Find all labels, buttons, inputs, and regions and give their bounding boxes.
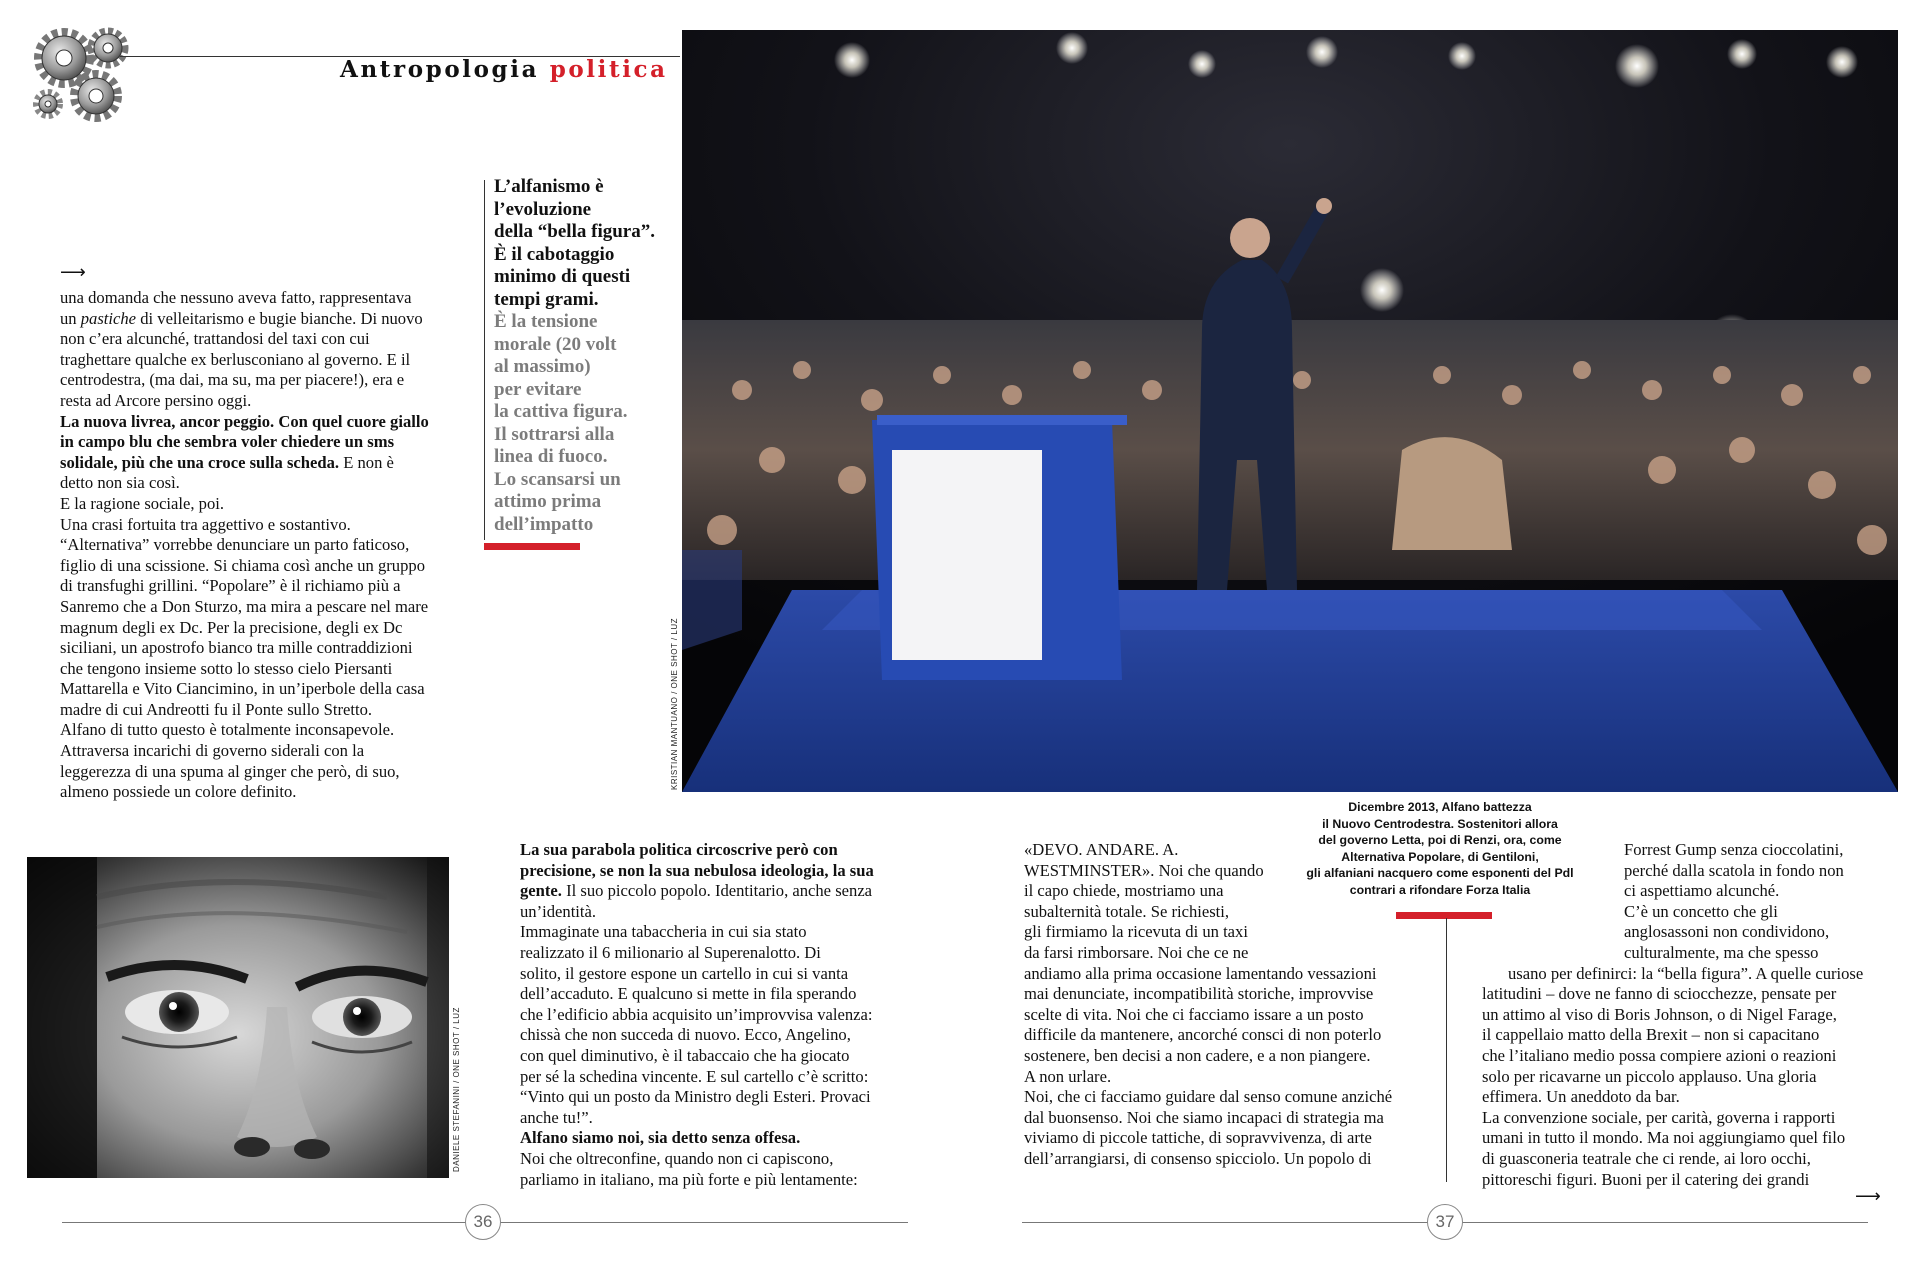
text-line: perché dalla scatola in fondo non <box>1624 860 1844 880</box>
pullquote-line: l’evoluzione <box>494 198 592 220</box>
page-number-right: 37 <box>1427 1204 1463 1240</box>
text-line: di guasconeria teatrale che ci rende, ai loro occhi, <box>1482 1148 1811 1168</box>
text-line: dal buonsenso. Noi che siamo incapaci di strategia ma <box>1024 1107 1384 1127</box>
text-line: Una crasi fortuita tra aggettivo e sostantivo. <box>60 514 351 534</box>
stage-photo <box>682 30 1898 792</box>
text-line: «DEVO. ANDARE. A. <box>1024 840 1179 859</box>
text-line: parliamo in italiano, ma più forte e più lentamente: <box>520 1169 858 1189</box>
text-line: almeno possiede un colore definito. <box>60 782 297 802</box>
pullquote-rule <box>484 180 485 540</box>
text-line: “Alternativa” vorrebbe denunciare un parto faticoso, <box>60 535 410 555</box>
section-title <box>340 56 668 83</box>
pullquote-line: È il cabotaggio <box>494 243 615 265</box>
text-line: leggerezza di una spuma al ginger che però, di suo, <box>60 761 400 781</box>
text-line: resta ad Arcore persino oggi. <box>60 390 252 410</box>
face-photo <box>27 857 449 1178</box>
text-line: un pastiche di velleitarismo e bugie bianche. Di nuovo <box>60 308 423 328</box>
caption-line: Alternativa Popolare, di Gentiloni, <box>1341 849 1539 864</box>
article-column-4 <box>1482 840 1892 1190</box>
text-line: Noi, che ci facciamo guidare dal senso comune anziché <box>1024 1087 1393 1107</box>
text-line: latitudini – dove ne fanno di sciocchezze, pensate per <box>1482 984 1837 1004</box>
continue-arrow-start <box>60 262 86 283</box>
text-line: il cappellaio matto della Brexit – non si capacitano <box>1482 1025 1820 1045</box>
text-line: La sua parabola politica circoscrive però con <box>520 840 838 859</box>
section-title-accent: politica <box>549 56 668 83</box>
gears-icon <box>26 18 146 128</box>
text-line: gli firmiamo la ricevuta di un taxi <box>1024 922 1248 942</box>
right-arrow-icon: ⟶ <box>60 262 86 283</box>
caption-line: contrari a rifondare Forza Italia <box>1349 882 1531 897</box>
text-line: La nuova livrea, ancor peggio. Con quel cuore giallo <box>60 411 429 431</box>
text-line: Alfano di tutto questo è totalmente inconsapevole. <box>60 720 395 740</box>
text-line: solidale, più che una croce sulla scheda. E non è <box>60 452 394 472</box>
text-line: anglosassoni non condividono, <box>1624 922 1830 942</box>
text-line: anche tu!”. <box>520 1107 593 1127</box>
text-line: scelte di vita. Noi che ci facciamo issare a un posto <box>1024 1004 1364 1024</box>
pullquote-line: attimo prima <box>494 491 602 512</box>
text-line: WESTMINSTER». Noi che quando <box>1024 860 1264 880</box>
text-line: siciliani, un apostrofo bianco tra mille contraddizioni <box>60 638 413 658</box>
pullquote-line: È la tensione <box>494 311 598 332</box>
header-logo <box>26 18 146 128</box>
text-line: Forrest Gump senza cioccolatini, <box>1624 840 1844 859</box>
text-line: usano per definirci: la “bella figura”. A quelle curiose <box>1508 963 1864 983</box>
caption-line: Dicembre 2013, Alfano battezza <box>1348 800 1532 814</box>
article-column-3 <box>1024 840 1419 1170</box>
text-line: chissà che non succeda di nuovo. Ecco, Angelino, <box>520 1025 851 1045</box>
text-line: dell’arrangiarsi, di consenso spicciolo. Un popolo di <box>1024 1148 1372 1168</box>
text-line: figlio di una scissione. Si chiama così anche un gruppo <box>60 555 425 575</box>
text-line: Immaginate una tabaccheria in cui sia stato <box>520 922 807 942</box>
text-line: con quel diminutivo, è il tabaccaio che ha giocato <box>520 1045 850 1065</box>
pullquote-line: Lo scansarsi un <box>494 468 621 490</box>
text-line: C’è un concetto che gli <box>1624 901 1778 921</box>
pullquote-line: tempi grami. <box>494 288 599 310</box>
right-arrow-icon: ⟶ <box>1855 1186 1881 1207</box>
text-line: umani in tutto il mondo. Ma noi aggiungiamo quel filo <box>1482 1128 1846 1148</box>
text-line: non c’era alcunché, trattandosi del taxi con cui <box>60 329 370 349</box>
text-line: ci aspettiamo alcunché. <box>1624 881 1780 901</box>
text-line: sostenere, ben decisi a non cadere, e a non piangere. <box>1024 1045 1371 1065</box>
article-column-2 <box>520 840 910 1190</box>
text-line: mai denunciate, incompatibilità storiche, improvvise <box>1024 984 1374 1004</box>
text-line: da farsi rimborsare. Noi che ce ne <box>1024 942 1249 962</box>
text-line: La convenzione sociale, per carità, governa i rapporti <box>1482 1107 1836 1127</box>
text-line: traghettare qualche ex berlusconiano al governo. E il <box>60 349 411 369</box>
pullquote-line: Il sottrarsi alla <box>494 423 615 445</box>
face-photo-credit: DANIELE STEFANINI / ONE SHOT / LUZ <box>452 1007 461 1172</box>
text-line: realizzato il 6 milionario al Superenalotto. Di <box>520 942 821 962</box>
text-line: Alfano siamo noi, sia detto senza offesa. <box>520 1128 801 1148</box>
text-line: il capo chiede, mostriamo una <box>1024 881 1224 901</box>
text-line: centrodestra, (ma dai, ma su, ma per piacere!), era e <box>60 370 405 390</box>
pullquote-line: L’alfanismo è <box>494 176 604 197</box>
pullquote-line: al massimo) <box>494 356 591 377</box>
pullquote-line: dell’impatto <box>494 513 594 535</box>
text-line: andiamo alla prima occasione lamentando vessazioni <box>1024 963 1377 983</box>
text-line: detto non sia così. <box>60 473 180 493</box>
pullquote-line: per evitare <box>494 378 582 400</box>
caption-line: gli alfaniani nacquero come esponenti del Pdl <box>1306 866 1574 881</box>
text-line: solito, il gestore espone un cartello in cui si vanta <box>520 963 849 983</box>
text-line: di transfughi grillini. “Popolare” è il richiamo più a <box>60 576 401 596</box>
pullquote-line: linea di fuoco. <box>494 446 608 467</box>
text-line: E la ragione sociale, poi. <box>60 493 225 513</box>
text-line: madre di cui Andreotti fu il Ponte sullo Stretto. <box>60 699 373 719</box>
text-line: un’identità. <box>520 901 597 921</box>
text-line: dell’accaduto. E qualcuno si mette in fila sperando <box>520 984 857 1004</box>
text-line: che l’italiano medio possa compiere azioni o reazioni <box>1482 1045 1837 1065</box>
text-line: precisione, se non la sua nebulosa ideologia, la sua <box>520 860 874 880</box>
page-number-left: 36 <box>465 1204 501 1240</box>
pullquote <box>494 176 664 536</box>
text-line: in campo blu che sembra voler chiedere un sms <box>60 432 395 452</box>
article-column-1 <box>60 288 460 803</box>
column-divider <box>1446 918 1447 1182</box>
pullquote-line: la cattiva figura. <box>494 401 628 422</box>
text-line: che tengono insieme sotto lo stesso cielo Piersanti <box>60 658 393 678</box>
text-line: effimera. Un aneddoto da bar. <box>1482 1087 1680 1107</box>
text-line: Sanremo che a Don Sturzo, ma mira a pescare nel mare <box>60 596 429 616</box>
text-line: un attimo al viso di Boris Johnson, o di Nigel Farage, <box>1482 1004 1837 1024</box>
text-line: Mattarella e Vito Ciancimino, in un’iperbole della casa <box>60 679 425 699</box>
text-line: A non urlare. <box>1024 1066 1112 1086</box>
text-line: per sé la schedina vincente. E sul cartello c’è scritto: <box>520 1066 869 1086</box>
text-line: difficile da mantenere, ancorché consci di non poterlo <box>1024 1025 1382 1045</box>
text-line: Noi che oltreconfine, quando non ci capiscono, <box>520 1148 834 1168</box>
continue-arrow-end <box>1855 1186 1881 1207</box>
text-line: che l’edificio abbia acquisito un’improvvisa valenza: <box>520 1004 873 1024</box>
text-line: solo per ricavarne un piccolo applauso. Una gloria <box>1482 1066 1817 1086</box>
pullquote-line: morale (20 volt <box>494 333 617 355</box>
caption-line: del governo Letta, poi di Renzi, ora, come <box>1318 833 1562 848</box>
text-line: pittoreschi figuri. Buoni per il catering dei grandi <box>1482 1169 1810 1189</box>
section-title-main: Antropologia <box>340 56 540 83</box>
stage-photo-credit: KRISTIAN MANTUANO / ONE SHOT / LUZ <box>670 618 679 790</box>
text-line: viviamo di piccole tattiche, di sopravvivenza, di arte <box>1024 1128 1372 1148</box>
pullquote-line: minimo di questi <box>494 266 631 287</box>
pullquote-line: della “bella figura”. <box>494 221 655 242</box>
text-line: subalternità totale. Se richiesti, <box>1024 901 1230 921</box>
text-line: “Vinto qui un posto da Ministro degli Esteri. Provaci <box>520 1087 871 1107</box>
text-line: culturalmente, ma che spesso <box>1624 942 1819 962</box>
text-line: magnum degli ex Dc. Per la precisione, degli ex Dc <box>60 617 403 637</box>
text-line: gente. Il suo piccolo popolo. Identitario, anche senza <box>520 881 873 901</box>
text-line: Attraversa incarichi di governo siderali con la <box>60 741 365 761</box>
caption-line: il Nuovo Centrodestra. Sostenitori allora <box>1322 816 1558 831</box>
pullquote-red-bar <box>484 543 580 550</box>
text-line: una domanda che nessuno aveva fatto, rappresentava <box>60 288 412 307</box>
